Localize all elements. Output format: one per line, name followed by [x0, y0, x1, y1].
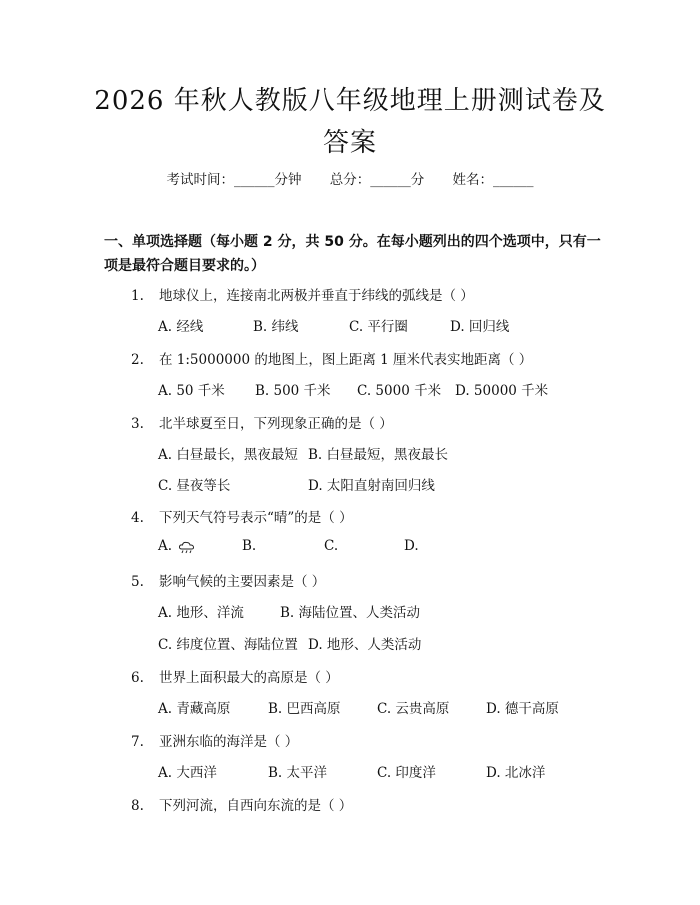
option-a: A. 地形、洋流	[158, 605, 244, 621]
question-number: 8.	[131, 798, 144, 814]
option-a: A. 大西洋	[158, 765, 217, 781]
option-b: B. 白昼最短，黑夜最长	[308, 447, 449, 463]
exam-score: 总分：______分	[329, 172, 425, 188]
option-a: A. 经线	[158, 319, 204, 335]
option-b: B. 500 千米	[255, 383, 331, 399]
question-3	[131, 412, 393, 432]
section-heading: 一、单项选择题（每小题 2 分，共 50 分。在每小题列出的四个选项中，只有一项是最符合题目要求的。）	[104, 234, 601, 274]
question-text: 下列河流，自西向东流的是（ ）	[159, 798, 353, 814]
option-b: B. 海陆位置、人类活动	[280, 605, 421, 621]
option-b: B.	[242, 538, 257, 554]
question-number: 7.	[131, 734, 144, 750]
question-text: 下列天气符号表示“晴”的是（ ）	[159, 510, 353, 526]
page-title: 2026 年秋人教版八年级地理上册测试卷及答案	[94, 86, 606, 158]
option-a-wrap	[158, 538, 196, 554]
option-c: C. 平行圈	[349, 319, 408, 335]
question-number: 5.	[131, 574, 144, 590]
question-text: 影响气候的主要因素是（ ）	[159, 574, 326, 590]
question-4	[131, 506, 353, 526]
question-text: 地球仪上，连接南北两极并垂直于纬线的弧线是（ ）	[159, 288, 474, 304]
question-text: 北半球夏至日，下列现象正确的是（ ）	[159, 416, 393, 432]
question-2	[131, 348, 532, 368]
option-d: D. 太阳直射南回归线	[308, 478, 435, 494]
option-b: B. 纬线	[253, 319, 299, 335]
option-c: C. 纬度位置、海陆位置	[158, 637, 298, 653]
question-number: 4.	[131, 510, 144, 526]
option-a: A. 青藏高原	[158, 701, 231, 717]
question-5	[131, 570, 325, 590]
question-number: 6.	[131, 670, 144, 686]
option-d: D. 北冰洋	[486, 765, 546, 781]
option-a: A.	[158, 538, 173, 554]
question-number: 3.	[131, 416, 144, 432]
option-d: D. 德干高原	[486, 701, 559, 717]
option-a: A. 白昼最长，黑夜最短	[158, 447, 298, 463]
option-d: D. 50000 千米	[455, 383, 549, 399]
exam-name: 姓名：______	[452, 172, 534, 188]
question-number: 1.	[131, 288, 144, 304]
question-text: 亚洲东临的海洋是（ ）	[159, 734, 299, 750]
exam-meta	[0, 168, 700, 188]
option-c: C. 云贵高原	[377, 701, 450, 717]
option-c: C.	[324, 538, 339, 554]
question-1	[131, 284, 474, 304]
question-text: 在 1:5000000 的地图上，图上距离 1 厘米代表实地距离（ ）	[159, 352, 533, 368]
option-a: A. 50 千米	[158, 383, 225, 399]
cloud-rain-icon	[178, 540, 196, 554]
question-number: 2.	[131, 352, 144, 368]
question-7	[131, 730, 298, 750]
option-b: B. 巴西高原	[268, 701, 341, 717]
option-c: C. 印度洋	[377, 765, 436, 781]
question-8	[131, 794, 352, 814]
option-b: B. 太平洋	[268, 765, 328, 781]
question-text: 世界上面积最大的高原是（ ）	[159, 670, 339, 686]
option-c: C. 5000 千米	[357, 383, 442, 399]
question-6	[131, 666, 339, 686]
option-d: D. 回归线	[450, 319, 510, 335]
option-d: D. 地形、人类活动	[308, 637, 422, 653]
option-c: C. 昼夜等长	[158, 478, 231, 494]
exam-time: 考试时间：______分钟	[166, 172, 302, 188]
option-d: D.	[404, 538, 419, 554]
